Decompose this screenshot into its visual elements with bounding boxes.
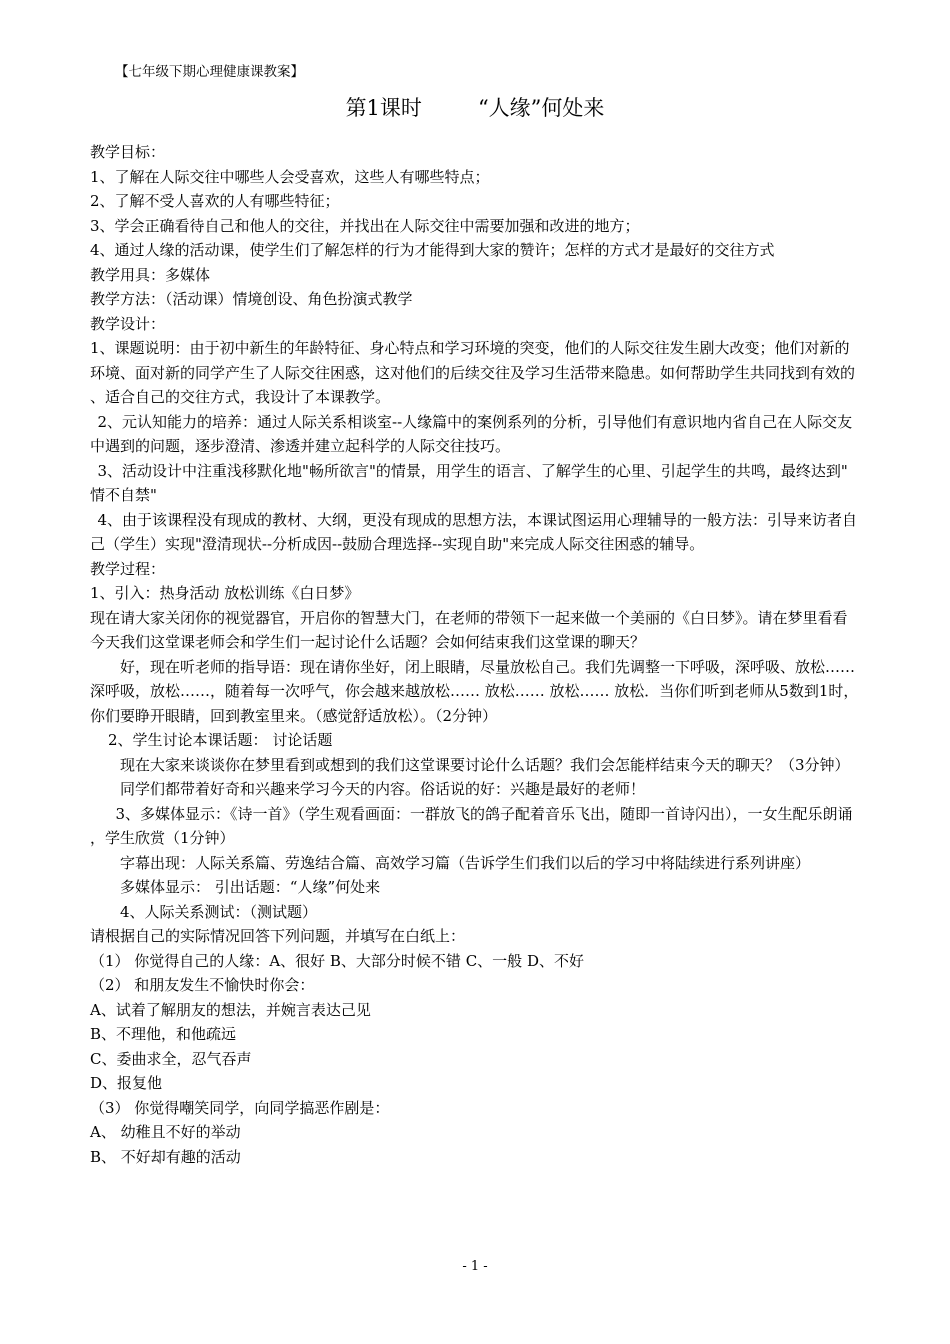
design-item: 2、元认知能力的培养：通过人际关系相谈室--人缘篇中的案例系列的分析，引导他们有意识地内省自己在人际交友中遇到的问题，逐步澄清、渗透并建立起科学的人际交往技巧。 [90,412,853,455]
objective-item: 2、了解不受人喜欢的人有哪些特征； [90,192,340,210]
section-heading-process: 教学过程： [90,559,166,578]
process-step: 1、引入：热身活动 放松训练《白日梦》 [90,584,360,602]
quiz-option: A、 幼稚且不好的举动 [90,1123,241,1141]
lesson-body [90,140,862,1169]
process-step: 4、人际关系测试：（测试题） [120,902,318,921]
objective-item: 1、了解在人际交往中哪些人会受喜欢，这些人有哪些特点； [90,167,490,186]
process-text: 好，现在听老师的指导语：现在请你坐好，闭上眼睛，尽量放松自己。我们先调整一下呼吸，深呼吸、放松…… 深呼吸，放松……，随着每一次呼气，你会越来越放松…… 放松…… 放松…… 放松．当你们听到老师从5数到1时，你们要睁开眼睛，回到教室里来。（感觉舒适放松）。（2分钟） [90,657,859,725]
page-number: - 1 - [462,1259,488,1274]
lesson-number: 第1课时 [345,96,422,120]
quiz-option: D、报复他 [90,1074,163,1092]
section-heading-objectives: 教学目标： [90,143,166,161]
process-step: 2、学生讨论本课话题： 讨论话题 [108,731,333,749]
quiz-option: B、 不好却有趣的活动 [90,1147,241,1166]
lesson-title [0,93,950,123]
objective-item: 3、学会正确看待自己和他人的交往，并找出在人际交往中需要加强和改进的地方； [90,216,640,235]
teaching-methods: 教学方法：（活动课）情境创设、角色扮演式教学 [90,290,413,308]
quiz-option: C、委曲求全，忍气吞声 [90,1049,252,1068]
process-step: 3、多媒体显示：《诗一首》（学生观看画面：一群放飞的鸽子配着音乐飞出，随即一首诗闪出），一女生配乐朗诵，学生欣赏（1分钟） [90,804,853,847]
process-text: 现在请大家关闭你的视觉器官，开启你的智慧大门，在老师的带领下一起来做一个美丽的《白日梦》。请在梦里看看今天我们这堂课老师会和学生们一起讨论什么话题？会如何结束我们这堂课的聊天？ [90,608,848,651]
header-note: 【七年级下期心理健康课教案】 [115,64,304,80]
quiz-option: A、试着了解朋友的想法，并婉言表达己见 [90,1000,371,1019]
design-item: 1、课题说明：由于初中新生的年龄特征、身心特点和学习环境的突变，他们的人际交往发生剧大改变；他们对新的环境、面对新的同学产生了人际交往困惑，这对他们的后续交往及学习生活带来隐患。如何帮助学生共同找到有效的、适合自己的交往方式，我设计了本课教学。 [90,339,856,406]
process-text: 多媒体显示： 引出话题：“人缘”何处来 [120,878,381,896]
section-heading-design: 教学设计： [90,314,166,333]
process-text: 现在大家来谈谈你在梦里看到或想到的我们这堂课要讨论什么话题？我们会怎能样结束今天的聊天？（3分钟） [120,755,850,774]
design-item: 4、由于该课程没有现成的教材、大纲，更没有现成的思想方法，本课试图运用心理辅导的一般方法：引导来访者自己（学生）实现"澄清现状--分析成因--鼓励合理选择--实现自助"来完成人际交往困惑的辅导。 [90,510,858,553]
quiz-question: （3） 你觉得嘲笑同学，向同学搞恶作剧是： [90,1098,390,1117]
quiz-question: （2） 和朋友发生不愉快时你会： [90,976,315,994]
design-item: 3、活动设计中注重浅移默化地"畅所欲言"的情景，用学生的语言、了解学生的心里、引起学生的共鸣，最终达到"情不自禁" [90,461,848,504]
teaching-tools: 教学用具：多媒体 [90,265,211,284]
lesson-topic: “人缘”何处来 [477,96,605,120]
process-text: 字幕出现：人际关系篇、劳逸结合篇、高效学习篇（告诉学生们我们以后的学习中将陆续进行系列讲座） [120,853,811,872]
process-text: 同学们都带着好奇和兴趣来学习今天的内容。俗话说的好：兴趣是最好的老师！ [120,780,646,798]
process-text: 请根据自己的实际情况回答下列问题，并填写在白纸上： [90,927,466,945]
quiz-option: B、不理他，和他疏远 [90,1025,237,1043]
quiz-question: （1） 你觉得自己的人缘：A、很好 B、大部分时候不错 C、一般 D、不好 [90,951,584,970]
objective-item: 4、通过人缘的活动课，使学生们了解怎样的行为才能得到大家的赞许；怎样的方式才是最好的交往方式 [90,241,775,259]
